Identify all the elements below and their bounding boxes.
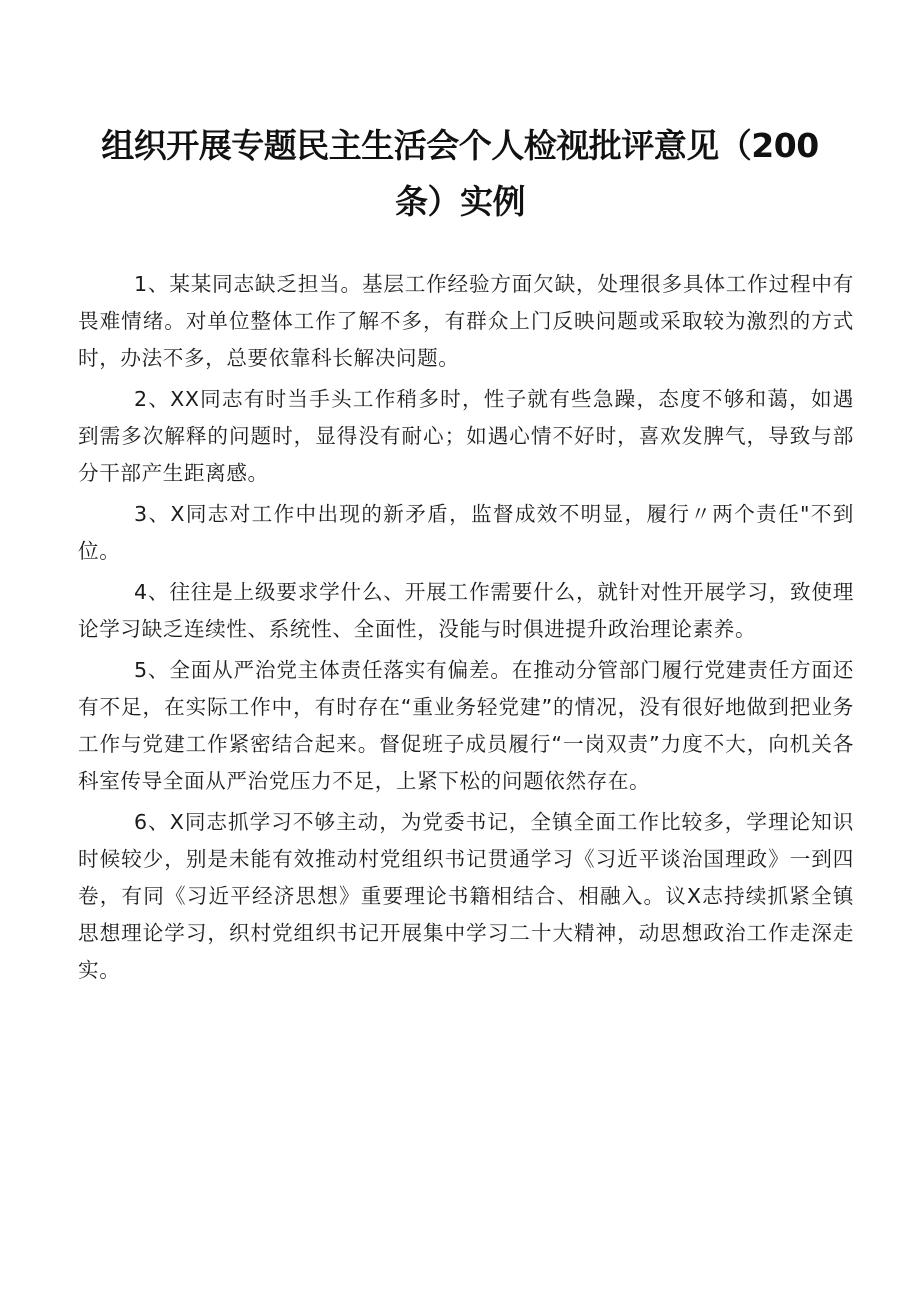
paragraph-2: 2、XX同志有时当手头工作稍多时，性子就有些急躁，态度不够和蔼，如遇到需多次解释的问题时，显得没有耐心；如遇心情不好时，喜欢发脾气，导致与部分干部产生距离感。 [78,387,854,485]
document-body [78,266,854,993]
paragraph-1: 1、某某同志缺乏担当。基层工作经验方面欠缺，处理很多具体工作过程中有畏难情绪。对单位整体工作了解不多，有群众上门反映问题或采取较为激烈的方式时，办法不多，总要依靠科长解决问题。 [78,272,854,370]
paragraph-5: 5、全面从严治党主体责任落实有偏差。在推动分管部门履行党建责任方面还有不足，在实际工作中，有时存在“重业务轻党建”的情况，没有很好地做到把业务工作与党建工作紧密结合起来。督促班子成员履行“一岗双责”力度不大，向机关各科室传导全面从严治党压力不足，上紧下松的问题依然存在。 [78,658,854,793]
title-line-2: 条）实例 [395,182,525,221]
document-title [70,118,850,230]
title-line-1: 组织开展专题民主生活会个人检视批评意见（200 [101,126,819,165]
paragraph-4: 4、往往是上级要求学什么、开展工作需要什么，就针对性开展学习，致使理论学习缺乏连续性、系统性、全面性，没能与时俱进提升政治理论素养。 [78,580,854,641]
paragraph-6: 6、X同志抓学习不够主动，为党委书记，全镇全面工作比较多，学理论知识时候较少，别是未能有效推动村党组织书记贯通学习《习近平谈治国理政》一到四卷，有同《习近平经济思想》重要理论书籍相结合、相融入。议X志持续抓紧全镇思想理论学习，织村党组织书记开展集中学习二十大精神，动思想政治工作走深走实。 [78,810,854,982]
paragraph-3: 3、X同志对工作中出现的新矛盾，监督成效不明显，履行〃两个责任"不到位。 [78,502,854,563]
